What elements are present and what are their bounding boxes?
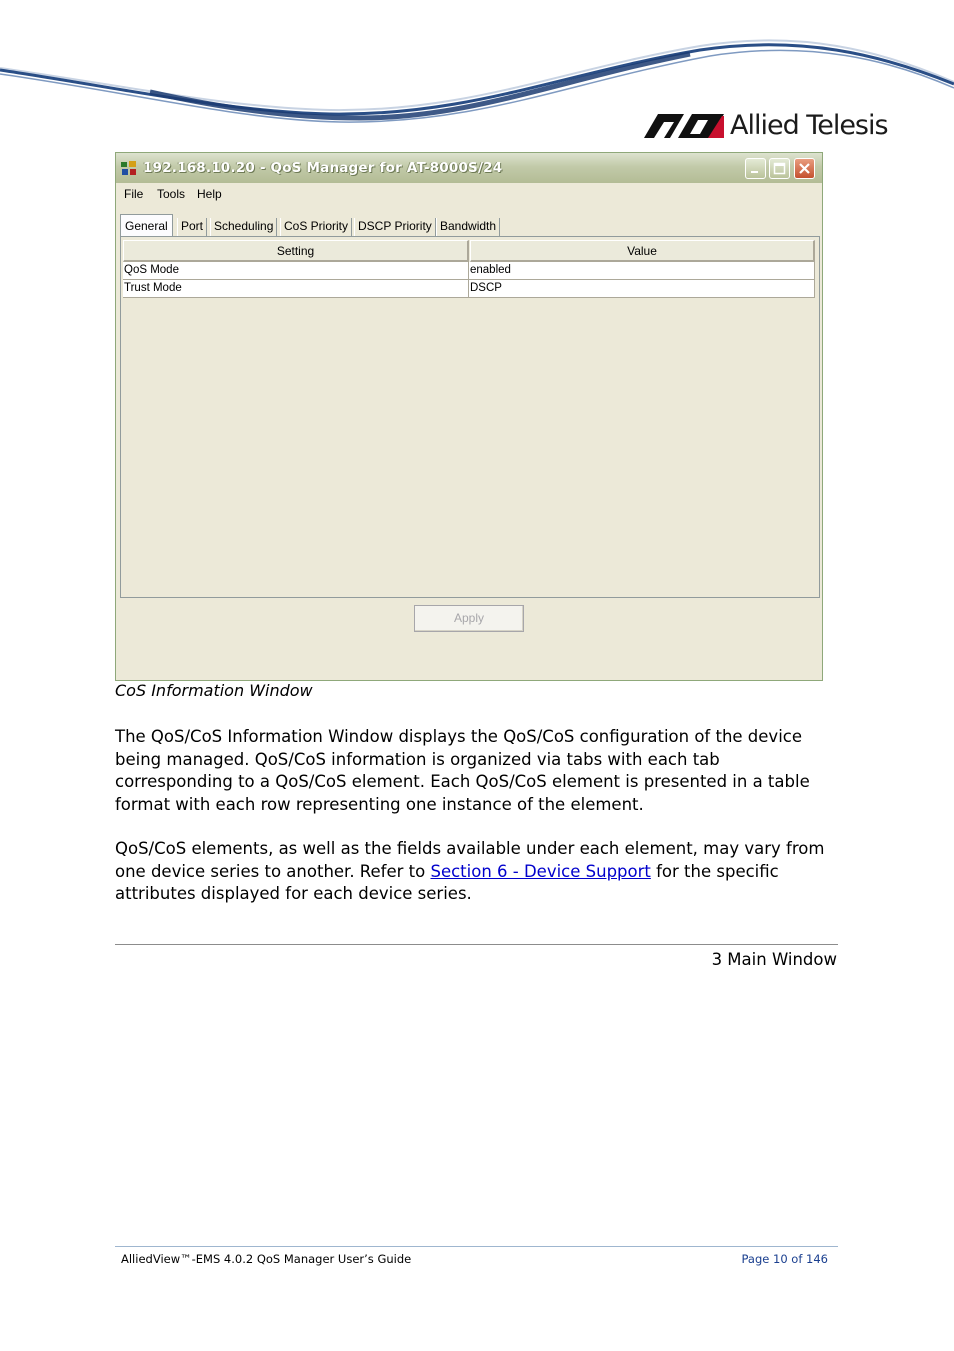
- tab-port[interactable]: Port: [177, 218, 207, 236]
- footer-divider: [115, 1246, 838, 1247]
- footer-page-number: Page 10 of 146: [741, 1252, 828, 1266]
- cell-setting: QoS Mode: [123, 262, 469, 280]
- tab-general[interactable]: General: [120, 214, 173, 237]
- minimize-button[interactable]: [745, 158, 766, 179]
- tab-cos-priority[interactable]: CoS Priority: [280, 218, 352, 236]
- maximize-icon: [770, 159, 789, 178]
- paragraph-1: The QoS/CoS Information Window displays the QoS/CoS configuration of the device being managed. QoS/CoS information is organized via tabs with each tab corresponding to a QoS/CoS element. Each QoS/CoS element is presented in a table format with each row representing one instance of the element.: [115, 727, 810, 814]
- window-titlebar[interactable]: [116, 153, 822, 183]
- close-icon: [795, 159, 814, 178]
- column-header-setting[interactable]: Setting: [123, 240, 469, 262]
- tab-dscp-priority[interactable]: DSCP Priority: [354, 218, 436, 236]
- close-button[interactable]: [794, 158, 815, 179]
- qos-manager-window: [115, 152, 823, 681]
- menu-file[interactable]: File: [124, 187, 144, 201]
- menu-bar: [116, 183, 822, 204]
- window-title: 192.168.10.20 - QoS Manager for AT-8000S/24: [143, 160, 503, 176]
- brand-name: Allied Telesis: [730, 109, 888, 141]
- table-header: [123, 240, 817, 262]
- footer-guide-title: AlliedView™-EMS 4.0.2 QoS Manager User’s Guide: [121, 1252, 412, 1266]
- column-header-value[interactable]: Value: [470, 240, 815, 262]
- apply-button[interactable]: Apply: [414, 605, 524, 632]
- minimize-icon: [746, 159, 765, 178]
- paragraph-2-start: QoS/CoS elements, as well as the fields available under each element, may vary from one device series to another. Refer to: [115, 839, 825, 881]
- device-support-link[interactable]: Section 6 - Device Support: [430, 861, 651, 881]
- section-label: 3 Main Window: [711, 950, 837, 969]
- cell-value[interactable]: DSCP: [469, 280, 815, 298]
- menu-tools[interactable]: Tools: [157, 187, 186, 201]
- maximize-button[interactable]: [769, 158, 790, 179]
- cell-setting: Trust Mode: [123, 280, 469, 298]
- menu-help[interactable]: Help: [197, 187, 222, 201]
- tab-bandwidth[interactable]: Bandwidth: [436, 218, 500, 236]
- allied-telesis-mark-icon: [644, 112, 724, 138]
- brand-logo: [644, 108, 888, 142]
- table-row[interactable]: [123, 280, 817, 298]
- tab-panel: [120, 236, 820, 598]
- app-icon: [120, 160, 138, 176]
- table-row[interactable]: [123, 262, 817, 280]
- settings-table: [123, 240, 817, 298]
- paragraph-2: [115, 838, 840, 906]
- figure-caption: CoS Information Window: [115, 681, 313, 700]
- cell-value[interactable]: enabled: [469, 262, 815, 280]
- tab-scheduling[interactable]: Scheduling: [210, 218, 277, 236]
- paragraph-2-end: for the specific attributes displayed for each device series.: [115, 861, 779, 903]
- section-divider: [115, 944, 838, 945]
